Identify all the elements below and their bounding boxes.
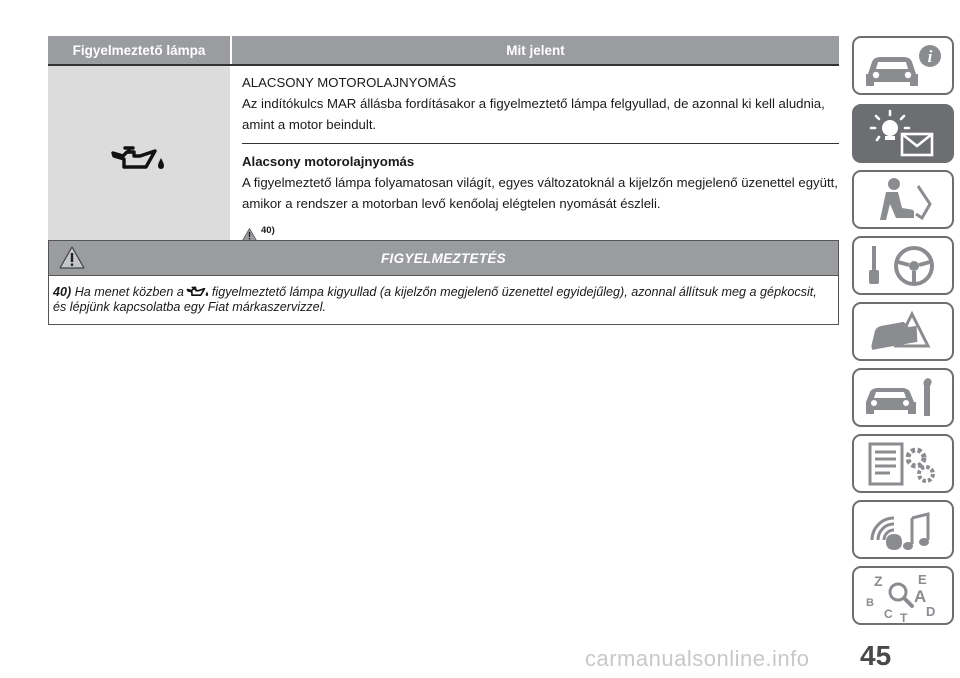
svg-text:i: i: [927, 46, 933, 66]
letter: E: [918, 571, 927, 587]
letter: T: [900, 610, 908, 622]
letter: B: [866, 596, 874, 609]
key-steering-icon: [858, 240, 948, 292]
svg-text:!: !: [909, 328, 915, 345]
tab-lamp-message[interactable]: [852, 104, 954, 163]
table-header: [48, 36, 839, 66]
tab-car-info[interactable]: [852, 36, 954, 95]
warning-header: [49, 241, 838, 276]
page-number: 45: [860, 640, 892, 671]
reference-number: 40): [261, 225, 275, 236]
warning-text-after: figyelmeztető lámpa kigyullad (a kijelzőn megjelenő üzenettel egyidejűleg), azonnal állítsuk meg a gépkocsit, és lépjünk kapcsolatba egy Fiat márkaszervizzel.: [53, 285, 817, 314]
description-block-key-on: [242, 66, 839, 144]
oil-can-icon: [186, 285, 210, 298]
warning-number: 40): [53, 285, 72, 299]
alphabet-search-icon: [858, 570, 948, 622]
letter: D: [926, 603, 936, 619]
table-row: [48, 66, 839, 250]
tab-seat-airbag[interactable]: [852, 170, 954, 229]
letter: C: [884, 606, 893, 621]
car-crash-icon: [858, 306, 948, 358]
warning-lamp-table: [48, 36, 839, 250]
warning-box: [48, 240, 839, 325]
block-text: A figyelmeztető lámpa folyamatosan világít, egyes változatoknál a kijelzőn megjelenő üzenettel együtt, amikor a rendszer a motorban levő kenőolaj elégtelen nyomását észleli.: [242, 175, 838, 211]
tab-list-gear[interactable]: [852, 434, 954, 493]
lamp-message-icon: [858, 108, 948, 160]
car-tools-icon: [858, 372, 948, 424]
tab-signal-music[interactable]: [852, 500, 954, 559]
block-text: Az indítókulcs MAR állásba fordításakor a figyelmeztető lámpa felgyullad, de azonnal ki kell aludnia, amint a motor beindult.: [242, 96, 825, 132]
description-cell: [230, 66, 839, 249]
tab-alphabet-search[interactable]: [852, 566, 954, 625]
block-title: ALACSONY MOTOROLAJNYOMÁS: [242, 75, 457, 90]
oil-can-icon: [110, 142, 168, 174]
header-meaning: Mit jelent: [230, 36, 839, 64]
letter: A: [914, 586, 927, 606]
letter: Z: [874, 572, 883, 589]
warning-title: FIGYELMEZTETÉS: [381, 250, 506, 266]
warning-text-before: Ha menet közben a: [74, 285, 184, 299]
seat-airbag-icon: [858, 174, 948, 226]
block-title: Alacsony motorolajnyomás: [242, 154, 415, 169]
tab-car-tools[interactable]: [852, 368, 954, 427]
warning-reference[interactable]: [242, 220, 839, 241]
car-info-icon: [858, 40, 948, 92]
header-warning-lamp: Figyelmeztető lámpa: [72, 42, 206, 58]
signal-music-icon: [858, 504, 948, 556]
description-block-low-pressure: [242, 144, 839, 249]
watermark: carmanualsonline.info: [585, 646, 810, 671]
icon-cell: [48, 66, 230, 249]
list-gear-icon: [858, 438, 948, 490]
warning-triangle-icon: [59, 246, 85, 269]
tab-car-crash[interactable]: [852, 302, 954, 361]
tab-key-steering[interactable]: [852, 236, 954, 295]
warning-text: [49, 276, 838, 324]
